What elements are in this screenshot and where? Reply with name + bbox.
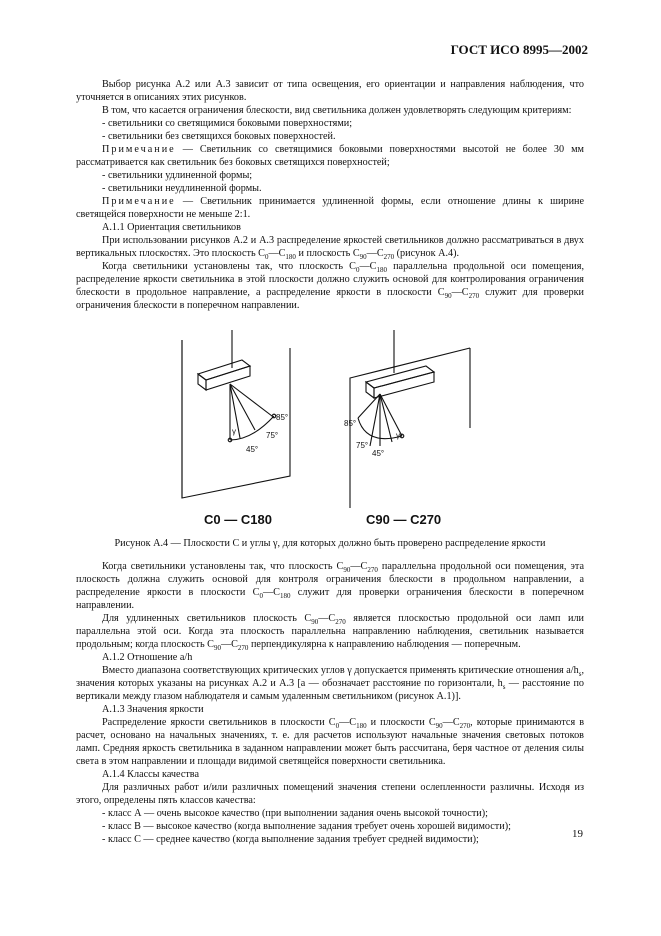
section-heading: А.1.2 Отношение a/h <box>102 652 193 663</box>
list-item: - светильники неудлиненной формы. <box>102 183 262 194</box>
angle-gamma-label: γ <box>232 427 236 436</box>
angle-75-label: 75° <box>356 441 369 450</box>
list-item: - светильники удлиненной формы; <box>102 170 253 181</box>
list-item: - светильники без светящихся боковых поверхностей. <box>102 131 336 142</box>
paragraph: Когда светильники установлены так, что плоскость $С_{90}—С_{270}$ параллельна продольной оси помещения, эта плоскость должна служить основой для контроля ограничения блескости в продольном направлении, а распределение яркости в плоскости $С_0—С_{180}$ служит для проверки ограничения блескости в поперечном направлении. <box>76 561 584 611</box>
note-text: — Светильник принимается удлиненной формы, если отношение длины к ширине светящейся поверхности не меньше 2:1. <box>76 196 584 220</box>
paragraph: Для различных работ и/или различных помещений значения степени ослепленности различны. Исходя из этого, определены пять классов качества: <box>76 782 584 806</box>
list-item: - класс А — очень высокое качество (при выполнении задания очень высокой точности); <box>102 808 488 819</box>
figure-caption: Рисунок А.4 — Плоскости С и углы γ, для которых должно быть проверено распределение яркости <box>114 538 546 549</box>
plane-label-c0-c180: C0 — C180 <box>204 512 272 527</box>
angle-85-label: 85° <box>276 413 289 422</box>
plane-label-c90-c270: C90 — C270 <box>366 512 442 527</box>
paragraph: При использовании рисунков А.2 и А.3 распределение яркостей светильников должно рассматриваться в двух вертикальных плоскостях. Это плоскость $С_0—С_{180}$ и плоскость $С_{90}—С_{270}$ (рисунок А.4). <box>76 235 584 262</box>
body-text-top <box>76 78 584 312</box>
body-text-bottom <box>76 560 584 846</box>
angle-85-label: 85° <box>344 419 357 428</box>
list-item: - класс В — высокое качество (когда выполнение задания требует очень хорошей видимости); <box>102 821 511 832</box>
page-header: ГОСТ ИСО 8995—2002 <box>450 42 588 57</box>
paragraph: Когда светильники установлены так, что плоскость $С_0—С_{180}$ параллельна продольной оси помещения, распределение яркости светильника в этой плоскости должно служить основой для контролирования ограничения блескости в продольное направление, а распределение яркости в плоскости $С_{90}—С_{270}$ служит для проверки ограничения блескости в поперечном направлении. <box>76 261 584 311</box>
note-text: — Светильник со светящимися боковыми поверхностями высотой не более 30 мм рассматривается как светильник без боковых светящихся поверхностей; <box>76 144 584 168</box>
paragraph: Для удлиненных светильников плоскость $С_{90}—С_{270}$ является плоскостью продольной оси ламп или параллельна этой оси. Когда эта плоскость параллельна направлению наблюдения, светильник называется продольным; когда плоскость $С_{90}—С_{270}$ перпендикулярна к направлению наблюдения — поперечным. <box>76 613 584 653</box>
figure-c-planes <box>170 328 490 528</box>
page-number: 19 <box>572 828 583 840</box>
note-label: Примечание <box>102 144 176 155</box>
angle-75-label: 75° <box>266 431 279 440</box>
note <box>76 195 584 221</box>
list-item: - класс С — среднее качество (когда выполнение задания требует средней видимости); <box>102 834 479 845</box>
list-item: - светильники со светящимися боковыми поверхностями; <box>102 118 353 129</box>
note <box>76 143 584 169</box>
section-heading: А.1.3 Значения яркости <box>102 704 204 715</box>
paragraph: Распределение яркости светильников в плоскости $С_0—С_{180}$ и плоскости $С_{90}—С_{270}$, которые принимаются в расчет, основано на начальных значениях, т. е. для расчетов используют начальные значения световых потоков ламп. Средняя яркость светильника в заданном направлении может быть рассчитана, беря частное от деления силы света в этом направлении и площади видимой светящейся поверхности светильника. <box>76 717 585 767</box>
angle-gamma-label: γ <box>396 431 400 440</box>
note-label: Примечание <box>102 196 176 207</box>
paragraph: В том, что касается ограничения блескости, вид светильника должен удовлетворять следующим критериям: <box>102 105 572 116</box>
paragraph: Выбор рисунка А.2 или А.3 зависит от типа освещения, его ориентации и направления наблюдения, что уточняется в описаниях этих рисунков. <box>76 79 584 103</box>
section-heading: А.1.4 Классы качества <box>102 769 199 780</box>
angle-45-label: 45° <box>372 449 385 458</box>
angle-45-label: 45° <box>246 445 259 454</box>
section-heading: А.1.1 Ориентация светильников <box>102 222 241 233</box>
paragraph: Вместо диапазона соответствующих критических углов γ допускается применять критические отношения $a/h_s$, значения которых указаны на рисунках А.2 и А.3 [a — обозначает расстояние по горизонтали, $h_s$ — расстояние по вертикали между глазом наблюдателя и самым удаленным светильником (рисунок А.1)]. <box>76 665 584 702</box>
